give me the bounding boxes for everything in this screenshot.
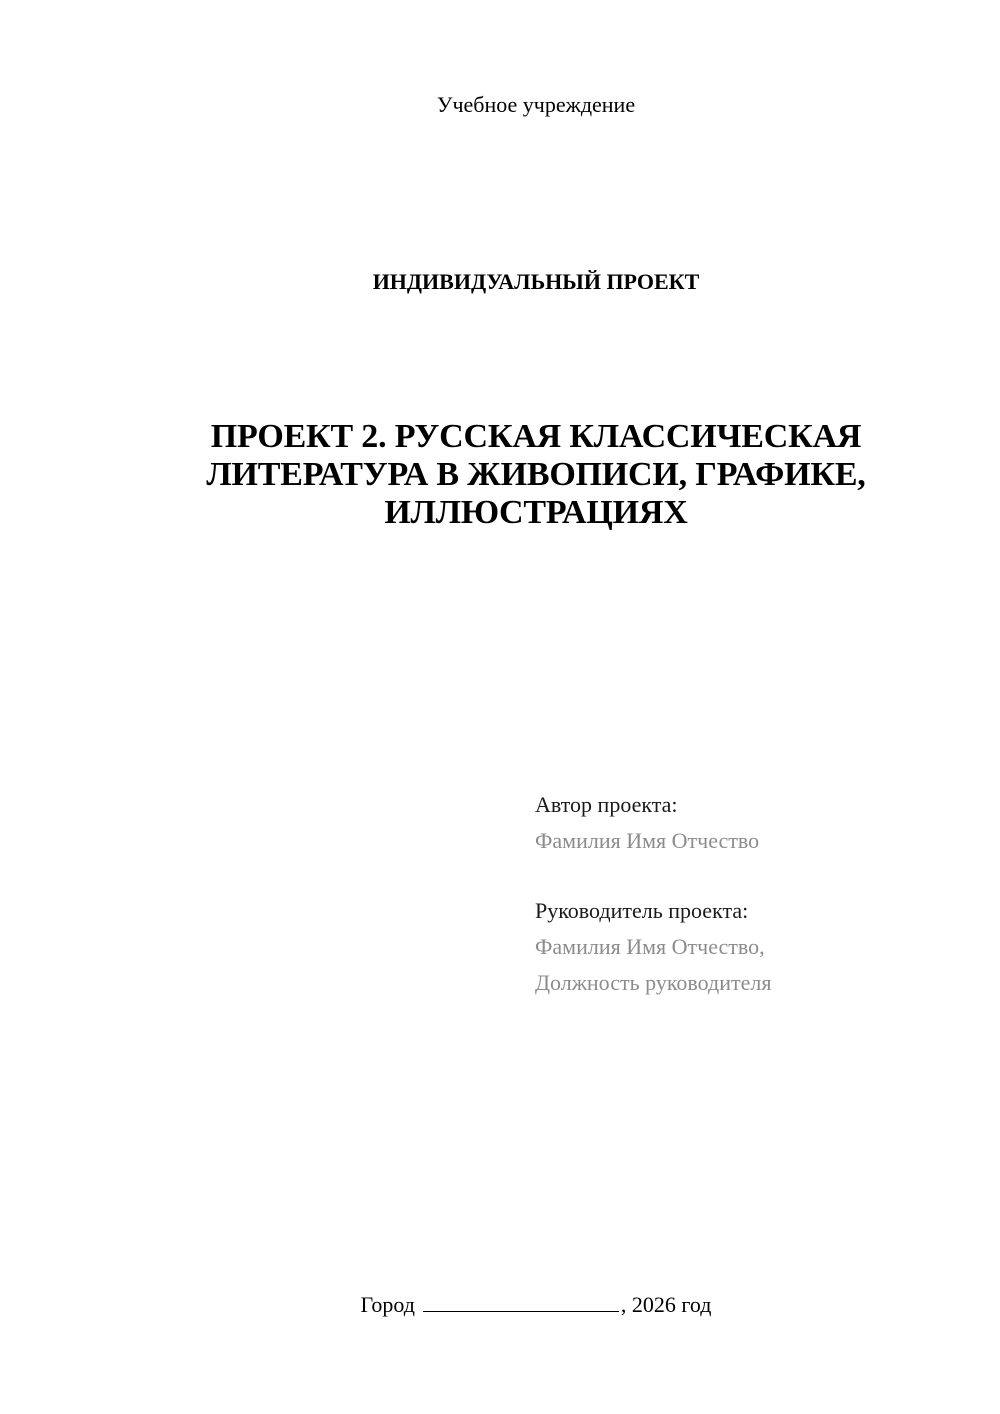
supervisor-label: Руководитель проекта: bbox=[535, 898, 749, 923]
city-blank-underline bbox=[423, 1291, 619, 1312]
project-title-line-2: ЛИТЕРАТУРА В ЖИВОПИСИ, ГРАФИКЕ, bbox=[206, 456, 866, 493]
city-label: Город bbox=[360, 1292, 415, 1317]
project-title bbox=[0, 418, 1000, 532]
year-text: , 2026 год bbox=[620, 1292, 712, 1317]
info-spacer bbox=[535, 859, 975, 893]
project-info-block bbox=[535, 787, 975, 1001]
supervisor-position: Должность руководителя bbox=[535, 970, 772, 995]
city-year-line bbox=[0, 1290, 1000, 1320]
project-title-line-1: ПРОЕКТ 2. РУССКАЯ КЛАССИЧЕСКАЯ bbox=[210, 418, 862, 455]
institution-name: Учебное учреждение bbox=[436, 92, 636, 117]
project-title-line-3: ИЛЛЮСТРАЦИЯХ bbox=[384, 494, 688, 531]
author-name: Фамилия Имя Отчество bbox=[535, 828, 760, 853]
project-type-heading: ИНДИВИДУАЛЬНЫЙ ПРОЕКТ bbox=[372, 269, 700, 294]
supervisor-name: Фамилия Имя Отчество, bbox=[535, 934, 765, 959]
author-label: Автор проекта: bbox=[535, 792, 678, 817]
